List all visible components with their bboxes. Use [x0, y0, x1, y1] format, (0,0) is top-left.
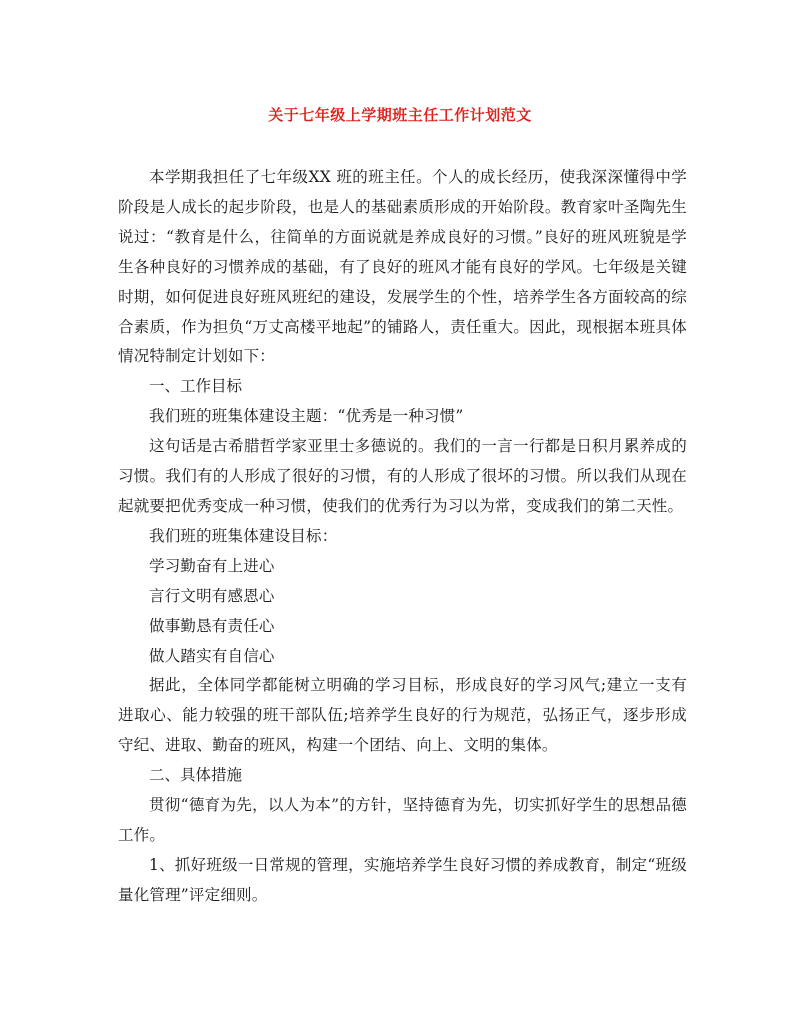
paragraph-goals-summary: 据此，全体同学都能树立明确的学习目标，形成良好的学习风气;建立一支有进取心、能力较强的班干部队伍;培养学生良好的行为规范，弘扬正气，逐步形成守纪、进取、勤奋的班风，构建一个团结、向上、文明的集体。 [118, 676, 687, 755]
section-heading-measures: 二、具体措施 [149, 766, 243, 785]
paragraph-intro: 本学期我担任了七年级XX 班的班主任。个人的成长经历，使我深深懂得中学阶段是人成长的起步阶段，也是人的基础素质形成的开始阶段。教育家叶圣陶先生说过：“教育是什么，往简单的方面说就是养成良好的习惯。”良好的班风班貌是学生各种良好的习惯养成的基础，有了良好的班风才能有良好的学风。七年级是关键时期，如何促进良好班风班纪的建设，发展学生的个性，培养学生各方面较高的综合素质，作为担负“万丈高楼平地起”的铺路人，责任重大。因此，现根据本班具体情况特制定计划如下： [118, 168, 687, 366]
goal-item-study: 学习勤奋有上进心 [149, 556, 275, 575]
document-body [118, 163, 687, 911]
goal-item-manners: 言行文明有感恩心 [149, 586, 275, 605]
paragraph-theme: 我们班的班集体建设主题：“优秀是一种习惯” [149, 407, 464, 426]
paragraph-goals-intro: 我们班的班集体建设目标： [149, 526, 338, 545]
paragraph-theme-explanation: 这句话是古希腊哲学家亚里士多德说的。我们的一言一行都是日积月累养成的习惯。我们有的人形成了很好的习惯，有的人形成了很坏的习惯。所以我们从现在起就要把优秀变成一种习惯，使我们的优秀行为习以为常，变成我们的第二天性。 [118, 437, 687, 515]
document-title: 关于七年级上学期班主任工作计划范文 [268, 106, 532, 124]
section-heading-goals: 一、工作目标 [149, 377, 243, 396]
paragraph-principle: 贯彻“德育为先，以人为本”的方针，坚持德育为先，切实抓好学生的思想品德工作。 [118, 796, 687, 844]
paragraph-measure-1: 1、抓好班级一日常规的管理，实施培养学生良好习惯的养成教育，制定“班级量化管理”评定细则。 [118, 855, 687, 904]
goal-item-work: 做事勤恳有责任心 [149, 616, 275, 635]
goal-item-character: 做人踏实有自信心 [149, 646, 275, 665]
